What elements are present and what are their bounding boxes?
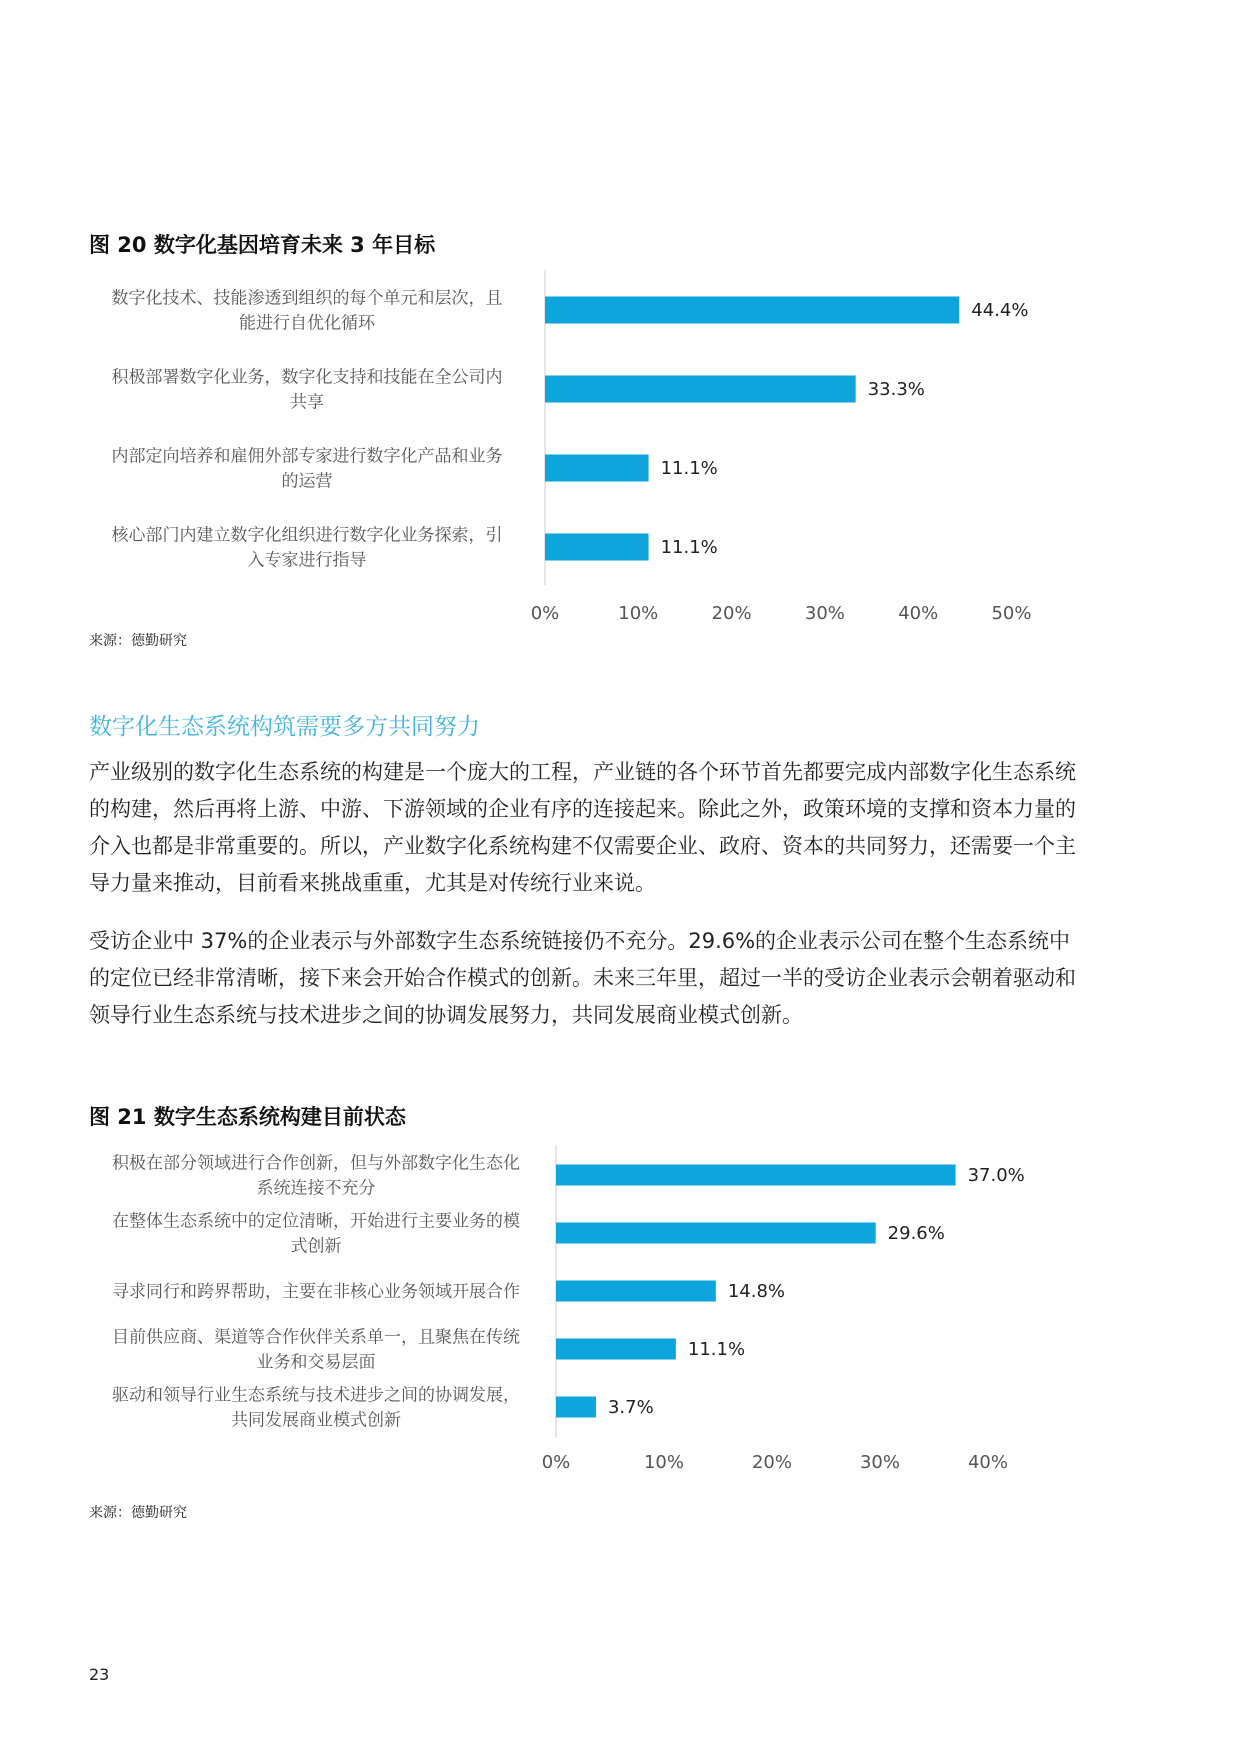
fig21-value-label-3: 14.8% <box>727 1281 786 1302</box>
fig20-category-label-2: 积极部署数字化业务，数字化支持和技能在全公司内共享 <box>111 367 503 413</box>
fig20-x-tick-label-4: 40% <box>898 603 939 624</box>
fig20-category-label-4: 核心部门内建立数字化组织进行数字化业务探索，引入专家进行指导 <box>111 525 503 571</box>
figure-20-chart <box>0 265 1241 630</box>
fig21-category-label-3: 寻求同行和跨界帮助，主要在非核心业务领域开展合作 <box>112 1282 520 1302</box>
fig20-x-tick-label-0: 0% <box>530 603 560 624</box>
fig20-bar-1 <box>545 297 959 324</box>
fig21-value-label-5: 3.7% <box>607 1397 654 1418</box>
fig21-x-tick-label-1: 10% <box>643 1452 685 1473</box>
fig21-category-label-1: 积极在部分领域进行合作创新，但与外部数字化生态化系统连接不充分 <box>112 1153 520 1199</box>
fig21-x-tick-label-0: 0% <box>541 1452 571 1473</box>
fig21-x-tick-label-2: 20% <box>751 1452 793 1473</box>
fig20-value-label-4: 11.1% <box>660 537 718 558</box>
body-paragraph-1: 产业级别的数字化生态系统的构建是一个庞大的工程，产业链的各个环节首先都要完成内部数字化生态系统的构建，然后再将上游、中游、下游领域的企业有序的连接起来。除此之外，政策环境的支撑和资本力量的介入也都是非常重要的。所以，产业数字化系统构建不仅需要企业、政府、资本的共同努力，还需要一个主导力量来推动，目前看来挑战重重，尤其是对传统行业来说。 <box>89 760 1076 895</box>
fig20-category-label-3: 内部定向培养和雇佣外部专家进行数字化产品和业务的运营 <box>111 446 503 492</box>
fig20-value-label-2: 33.3% <box>867 379 925 400</box>
fig20-value-label-3: 11.1% <box>660 458 718 479</box>
fig21-x-tick-label-3: 30% <box>859 1452 901 1473</box>
figure-20-source: 来源：德勤研究 <box>89 633 187 649</box>
fig20-value-label-1: 44.4% <box>971 300 1029 321</box>
fig21-bar-5 <box>556 1397 596 1418</box>
page-number: 23 <box>89 1665 110 1684</box>
figure-21-title: 图 21 数字生态系统构建目前状态 <box>89 1105 406 1129</box>
figure-21-chart <box>0 1140 1241 1485</box>
fig20-bar-3 <box>545 455 649 482</box>
fig21-value-label-2: 29.6% <box>887 1223 945 1244</box>
figure-20-title: 图 20 数字化基因培育未来 3 年目标 <box>89 233 436 257</box>
fig20-bar-4 <box>545 534 649 561</box>
fig21-category-label-4: 目前供应商、渠道等合作伙伴关系单一，且聚焦在传统业务和交易层面 <box>112 1327 520 1373</box>
fig20-x-tick-label-2: 20% <box>711 603 752 624</box>
fig21-x-tick-label-4: 40% <box>967 1452 1009 1473</box>
fig21-bar-4 <box>556 1339 676 1360</box>
fig21-bar-1 <box>556 1165 956 1186</box>
section-heading: 数字化生态系统构筑需要多方共同努力 <box>89 714 480 740</box>
fig20-x-tick-label-5: 50% <box>991 603 1032 624</box>
fig21-category-label-2: 在整体生态系统中的定位清晰，开始进行主要业务的模式创新 <box>112 1211 520 1257</box>
fig21-bar-3 <box>556 1281 716 1302</box>
body-paragraph-2: 受访企业中 37%的企业表示与外部数字生态系统链接仍不充分。29.6%的企业表示公司在整个生态系统中的定位已经非常清晰，接下来会开始合作模式的创新。未来三年里，超过一半的受访企业表示会朝着驱动和领导行业生态系统与技术进步之间的协调发展努力，共同发展商业模式创新。 <box>89 929 1076 1027</box>
fig21-category-label-5: 驱动和领导行业生态系统与技术进步之间的协调发展，共同发展商业模式创新 <box>112 1385 520 1431</box>
fig20-category-label-1: 数字化技术、技能渗透到组织的每个单元和层次，且能进行自优化循环 <box>111 288 503 334</box>
fig20-bar-2 <box>545 376 856 403</box>
fig20-x-tick-label-1: 10% <box>618 603 659 624</box>
fig21-bar-2 <box>556 1223 876 1244</box>
fig21-value-label-4: 11.1% <box>687 1339 746 1360</box>
fig21-value-label-1: 37.0% <box>967 1165 1025 1186</box>
fig20-x-tick-label-3: 30% <box>804 603 845 624</box>
figure-21-source: 来源：德勤研究 <box>89 1505 187 1521</box>
